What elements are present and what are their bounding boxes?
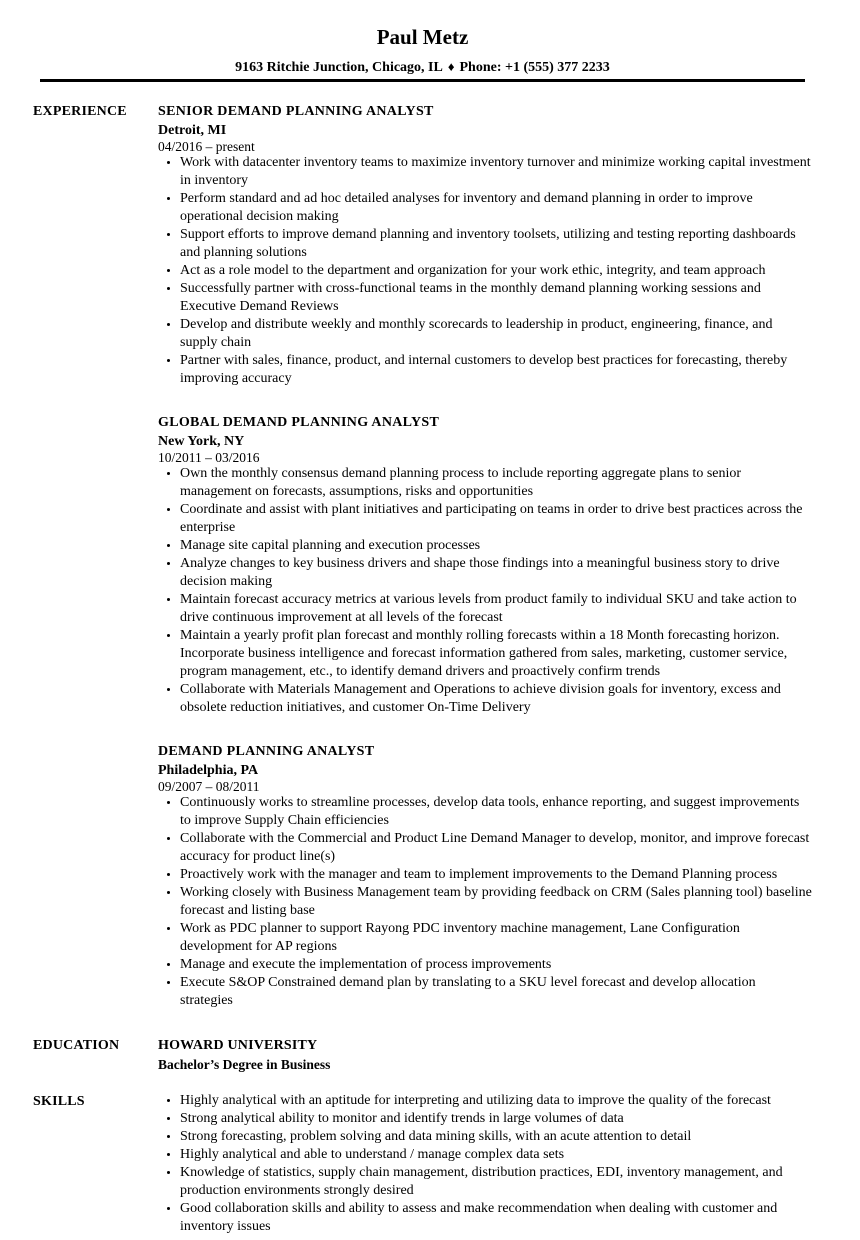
bullet-item: • Manage site capital planning and execution processes bbox=[180, 537, 812, 555]
bullet-item: • Support efforts to improve demand planning and inventory toolsets, utilizing and testing reporting dashboards and planning solutions bbox=[180, 226, 812, 262]
bullet-item: • Maintain forecast accuracy metrics at various levels from product family to individual SKU and take action to drive continuous improvement at all levels of the forecast bbox=[180, 591, 812, 627]
bullet-item: • Own the monthly consensus demand planning process to include reporting aggregate plans to senior management on forecasts, assumptions, risks and opportunities bbox=[180, 465, 812, 501]
bullet-item: • Collaborate with Materials Management and Operations to achieve division goals for inventory, excess and obsolete reduction initiatives, and customer On-Time Delivery bbox=[180, 681, 812, 717]
skill-item: • Highly analytical and able to understand / manage complex data sets bbox=[180, 1146, 812, 1164]
person-name: Paul Metz bbox=[376, 25, 469, 49]
skill-item: • Good collaboration skills and ability to assess and make recommendation when dealing with customer and inventory issues bbox=[180, 1200, 812, 1236]
bullet-item: • Collaborate with the Commercial and Product Line Demand Manager to develop, monitor, and improve forecast accuracy for product line(s) bbox=[180, 830, 812, 866]
skill-item: • Knowledge of statistics, supply chain management, distribution practices, EDI, inventory management, and production environments strongly desired bbox=[180, 1164, 812, 1200]
job-title: GLOBAL DEMAND PLANNING ANALYST bbox=[158, 415, 440, 430]
bullet-item: • Manage and execute the implementation of process improvements bbox=[180, 956, 812, 974]
diamond-icon: ♦ bbox=[447, 59, 455, 74]
skills-list bbox=[158, 1092, 812, 1236]
section-education bbox=[33, 1036, 812, 1074]
job-dates: 04/2016 – present bbox=[158, 139, 255, 154]
section-skills bbox=[33, 1092, 812, 1236]
bullet-item: • Act as a role model to the department and organization for your work ethic, integrity, and team approach bbox=[180, 262, 812, 280]
skill-item: • Highly analytical with an aptitude for interpreting and utilizing data to improve the quality of the forecast bbox=[180, 1092, 812, 1110]
section-label-education: EDUCATION bbox=[33, 1038, 120, 1053]
bullet-item: • Partner with sales, finance, product, and internal customers to develop best practices for forecasting, thereby improving accuracy bbox=[180, 352, 812, 388]
bullet-item: • Successfully partner with cross-functional teams in the monthly demand planning working sessions and Executive Demand Reviews bbox=[180, 280, 812, 316]
job-location: Detroit, MI bbox=[158, 123, 227, 138]
section-label-experience: EXPERIENCE bbox=[33, 104, 127, 119]
document-header bbox=[33, 0, 812, 82]
job-entry-3 bbox=[158, 742, 812, 1010]
bullet-item: • Continuously works to streamline processes, develop data tools, enhance reporting, and suggest improvements to improve Supply Chain efficiencies bbox=[180, 794, 812, 830]
job-entry-2 bbox=[158, 413, 812, 717]
section-experience bbox=[33, 102, 812, 1010]
job-location: New York, NY bbox=[158, 434, 245, 449]
education-degree: Bachelor’s Degree in Business bbox=[158, 1057, 331, 1072]
job-entry-1 bbox=[158, 102, 812, 388]
education-content bbox=[158, 1036, 812, 1074]
phone-text: Phone: +1 (555) 377 2233 bbox=[459, 60, 610, 75]
job-title: SENIOR DEMAND PLANNING ANALYST bbox=[158, 104, 434, 119]
bullet-item: • Perform standard and ad hoc detailed analyses for inventory and demand planning in order to improve operational decision making bbox=[180, 190, 812, 226]
contact-line bbox=[33, 60, 812, 75]
job-dates: 10/2011 – 03/2016 bbox=[158, 450, 260, 465]
job-title: DEMAND PLANNING ANALYST bbox=[158, 744, 375, 759]
job-dates: 09/2007 – 08/2011 bbox=[158, 779, 260, 794]
job-location: Philadelphia, PA bbox=[158, 763, 259, 778]
address-text: 9163 Ritchie Junction, Chicago, IL bbox=[235, 60, 443, 75]
header-rule bbox=[40, 79, 805, 82]
skill-item: • Strong forecasting, problem solving and data mining skills, with an acute attention to detail bbox=[180, 1128, 812, 1146]
bullet-item: • Execute S&OP Constrained demand plan by translating to a SKU level forecast and develop allocation strategies bbox=[180, 974, 812, 1010]
bullet-item: • Working closely with Business Management team by providing feedback on CRM (Sales planning tool) baseline forecast and listing base bbox=[180, 884, 812, 920]
education-school: HOWARD UNIVERSITY bbox=[158, 1038, 318, 1053]
bullet-item: • Develop and distribute weekly and monthly scorecards to leadership in product, engineering, finance, and supply chain bbox=[180, 316, 812, 352]
skills-content bbox=[158, 1092, 812, 1236]
bullet-item: • Coordinate and assist with plant initiatives and participating on teams in order to drive best practices across the enterprise bbox=[180, 501, 812, 537]
bullet-item: • Work as PDC planner to support Rayong PDC inventory machine management, Lane Configuration development for AP regions bbox=[180, 920, 812, 956]
bullet-item: • Analyze changes to key business drivers and shape those findings into a meaningful business story to drive decision making bbox=[180, 555, 812, 591]
bullet-item: • Proactively work with the manager and team to implement improvements to the Demand Planning process bbox=[180, 866, 812, 884]
job-bullets bbox=[158, 465, 812, 717]
job-bullets bbox=[158, 794, 812, 1010]
skill-item: • Strong analytical ability to monitor and identify trends in large volumes of data bbox=[180, 1110, 812, 1128]
job-bullets bbox=[158, 154, 812, 388]
experience-content bbox=[158, 102, 812, 1010]
bullet-item: • Work with datacenter inventory teams to maximize inventory turnover and minimize working capital investment in inventory bbox=[180, 154, 812, 190]
section-label-skills: SKILLS bbox=[33, 1094, 85, 1109]
bullet-item: • Maintain a yearly profit plan forecast and monthly rolling forecasts within a 18 Month forecasting horizon. Incorporate business intelligence and forecast information gathered from sales, marketing, customer service, program management, etc., to identify demand drivers and proactively confirm trends bbox=[180, 627, 812, 681]
